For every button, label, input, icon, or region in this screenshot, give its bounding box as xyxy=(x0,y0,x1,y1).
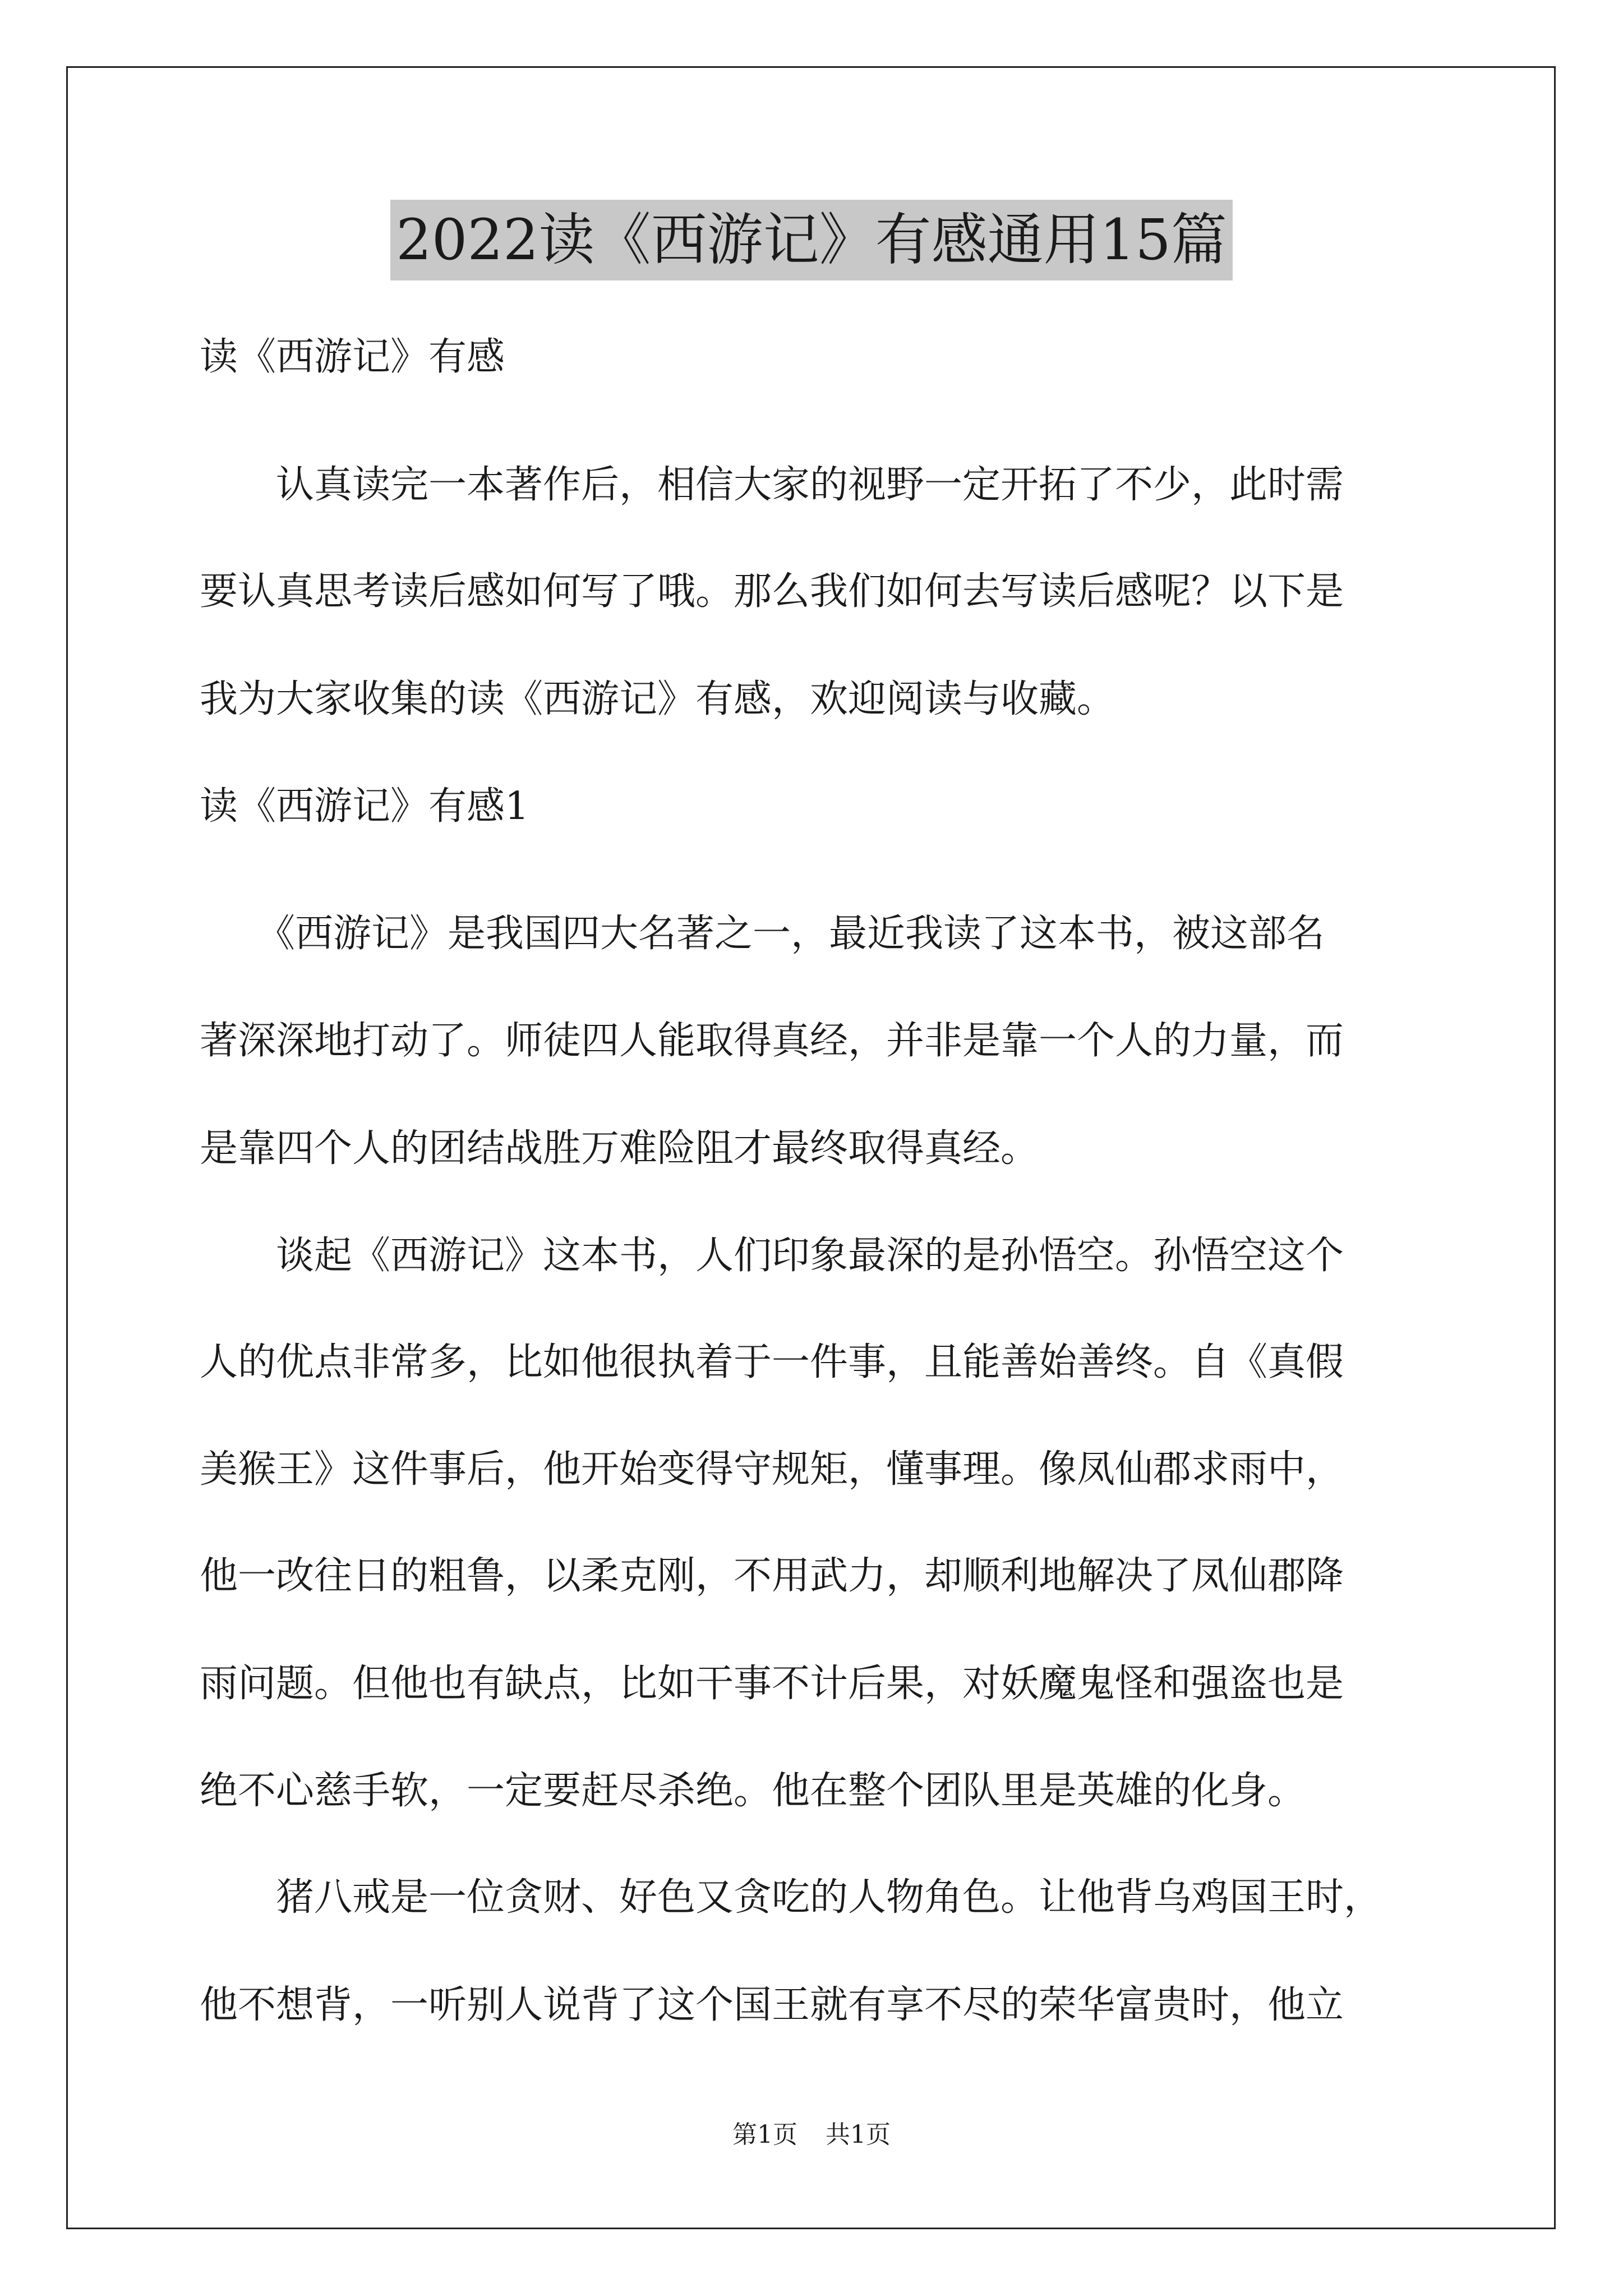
paragraph-line: 认真读完一本著作后，相信大家的视野一定开拓了不少，此时需 xyxy=(200,463,1344,507)
paragraph-line: 雨问题。但他也有缺点，比如干事不计后果，对妖魔鬼怪和强盗也是 xyxy=(200,1662,1344,1706)
page-footer xyxy=(0,2118,1623,2152)
page-number: 第1页 xyxy=(732,2120,797,2149)
document-title-text: 2022读《西游记》有感通用15篇 xyxy=(390,200,1233,280)
paragraph-line: 谈起《西游记》这本书，人们印象最深的是孙悟空。孙悟空这个 xyxy=(200,1234,1344,1278)
paragraph-line: 他一改往日的粗鲁，以柔克刚，不用武力，却顺利地解决了凤仙郡降 xyxy=(200,1554,1344,1598)
section-heading: 读《西游记》有感 xyxy=(200,335,505,379)
paragraph-line: 人的优点非常多，比如他很执着于一件事，且能善始善终。自《真假 xyxy=(200,1340,1344,1384)
paragraph-line: 绝不心慈手软，一定要赶尽杀绝。他在整个团队里是英雄的化身。 xyxy=(200,1769,1306,1813)
section-heading: 读《西游记》有感1 xyxy=(200,784,529,829)
paragraph-line: 他不想背，一听别人说背了这个国王就有享不尽的荣华富贵时，他立 xyxy=(200,1983,1344,2027)
page-total: 共1页 xyxy=(826,2120,891,2149)
paragraph-line: 《西游记》是我国四大名著之一，最近我读了这本书，被这部名 xyxy=(200,912,1325,956)
paragraph-line: 猪八戒是一位贪财、好色又贪吃的人物角色。让他背乌鸡国王时， xyxy=(200,1875,1382,1920)
paragraph-line: 要认真思考读后感如何写了哦。那么我们如何去写读后感呢？以下是 xyxy=(200,569,1344,614)
paragraph-line: 著深深地打动了。师徒四人能取得真经，并非是靠一个人的力量，而 xyxy=(200,1019,1344,1063)
paragraph-line: 美猴王》这件事后，他开始变得守规矩，懂事理。像凤仙郡求雨中， xyxy=(200,1447,1344,1492)
paragraph-line: 我为大家收集的读《西游记》有感，欢迎阅读与收藏。 xyxy=(200,677,1115,721)
paragraph-line: 是靠四个人的团结战胜万难险阻才最终取得真经。 xyxy=(200,1126,1039,1171)
document-title xyxy=(0,200,1623,284)
